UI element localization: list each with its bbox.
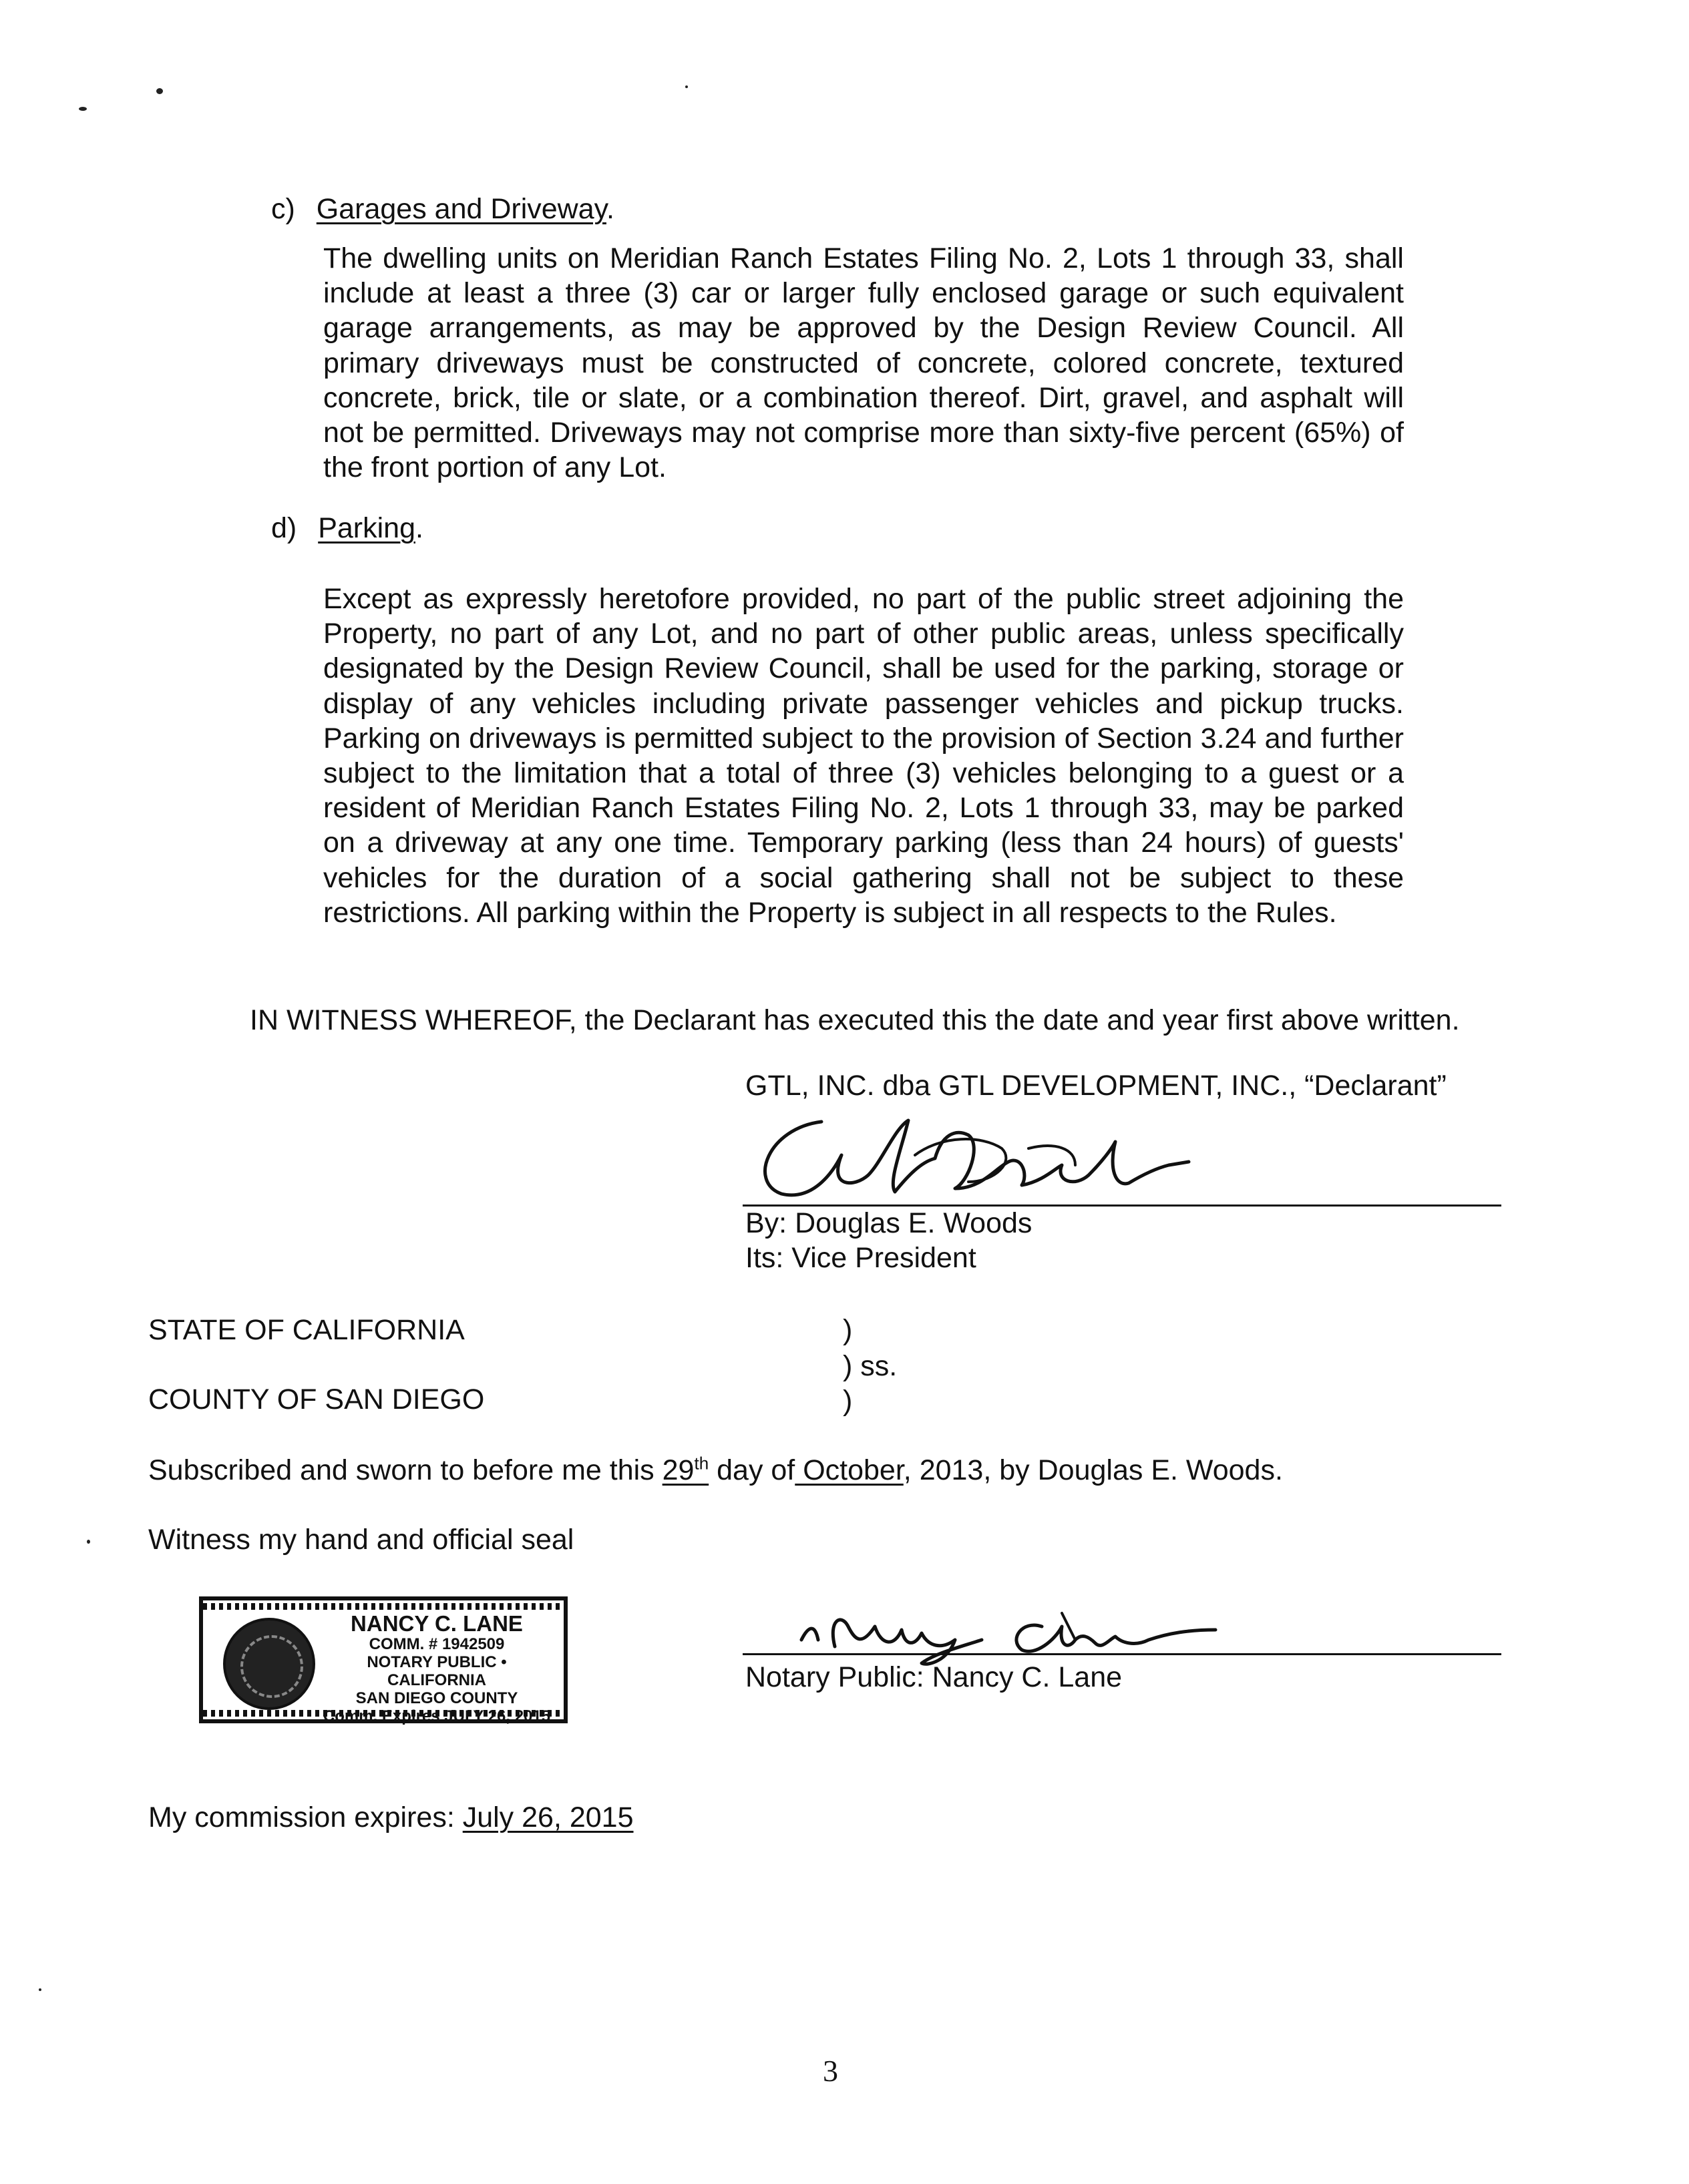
jurat-prefix: Subscribed and sworn to before me this: [148, 1454, 663, 1486]
jurat-statement: [148, 1453, 1283, 1488]
commission-label: My commission expires:: [148, 1801, 463, 1833]
seal-commission-number: COMM. # 1942509: [369, 1635, 505, 1653]
witness-clause: IN WITNESS WHEREOF, the Declarant has executed this the date and year first above written.: [250, 1004, 1460, 1036]
venue-paren-ss: ) ss.: [843, 1350, 898, 1382]
seal-border-top: [203, 1603, 564, 1610]
venue-paren-top: ): [843, 1314, 853, 1346]
section-c-header: [271, 192, 614, 226]
seal-county: SAN DIEGO COUNTY: [355, 1689, 518, 1707]
notary-seal-stamp: [199, 1596, 568, 1723]
section-d-header: [271, 511, 423, 545]
jurat-day-number: 29: [662, 1454, 695, 1486]
jurat-mid: day of: [709, 1454, 795, 1486]
notary-public-name: Notary Public: Nancy C. Lane: [745, 1661, 1123, 1693]
jurat-month: October: [795, 1454, 904, 1486]
seal-notary-public: NOTARY PUBLIC • CALIFORNIA: [367, 1653, 507, 1689]
section-c-heading: Garages and Driveway: [316, 193, 606, 225]
scan-speck: [156, 88, 163, 94]
section-d-heading: Parking: [318, 512, 415, 544]
venue-paren-bottom: ): [843, 1385, 853, 1417]
notary-signature-line: [743, 1653, 1501, 1655]
venue-county: COUNTY OF SAN DIEGO: [148, 1383, 485, 1415]
section-d-label: d): [271, 512, 297, 544]
section-c-heading-period: .: [606, 193, 614, 225]
jurat-suffix: , 2013, by Douglas E. Woods.: [903, 1454, 1283, 1486]
scan-speck: [79, 107, 87, 111]
page-number: 3: [823, 2054, 838, 2088]
declarant-company: GTL, INC. dba GTL DEVELOPMENT, INC., “Declarant”: [745, 1070, 1447, 1102]
section-d-heading-period: .: [415, 512, 423, 544]
commission-date: July 26, 2015: [462, 1801, 634, 1833]
witness-seal-line: Witness my hand and official seal: [148, 1524, 574, 1556]
seal-notary-name: NANCY C. LANE: [351, 1611, 523, 1636]
venue-state: STATE OF CALIFORNIA: [148, 1314, 465, 1346]
commission-expires: [148, 1800, 634, 1835]
scan-speck: [87, 1540, 90, 1544]
declarant-its-line: Its: Vice President: [745, 1242, 976, 1274]
declarant-signature: [741, 1108, 1249, 1215]
jurat-day-suffix: th: [694, 1453, 709, 1474]
scan-speck: [685, 85, 688, 88]
seal-expiration: Comm. Expires JULY 26, 2015: [323, 1707, 551, 1725]
seal-text: [317, 1612, 557, 1725]
jurat-day: [663, 1454, 709, 1486]
section-c-body: The dwelling units on Meridian Ranch Estates Filing No. 2, Lots 1 through 33, shall include at least a three (3) car or larger fully enclosed garage or such equivalent garage arrangements, as may be approved by the Design Review Council. All primary driveways must be constructed of concrete, colored concrete, textured concrete, brick, tile or slate, or a combination thereof. Dirt, gravel, and asphalt will not be permitted. Driveways may not comprise more than sixty-five percent (65%) of the front portion of any Lot.: [323, 242, 1404, 484]
declarant-by-line: By: Douglas E. Woods: [745, 1207, 1033, 1239]
scan-speck: [39, 1988, 41, 1991]
section-c-label: c): [271, 193, 295, 225]
section-d-body: Except as expressly heretofore provided, no part of the public street adjoining the Property, no part of any Lot, and no part of other public areas, unless specifically designated by the Design Review Council, shall be used for the parking, storage or display of any vehicles including private passenger vehicles and pickup trucks. Parking on driveways is permitted subject to the provision of Section 3.24 and further subject to the limitation that a total of three (3) vehicles belonging to a guest or a resident of Meridian Ranch Estates Filing No. 2, Lots 1 through 33, may be parked on a driveway at any one time. Temporary parking (less than 24 hours) of guests' vehicles for the duration of a social gathering shall not be subject to these restrictions. All parking within the Property is subject in all respects to the Rules.: [323, 583, 1404, 929]
state-seal-icon: [223, 1618, 315, 1710]
